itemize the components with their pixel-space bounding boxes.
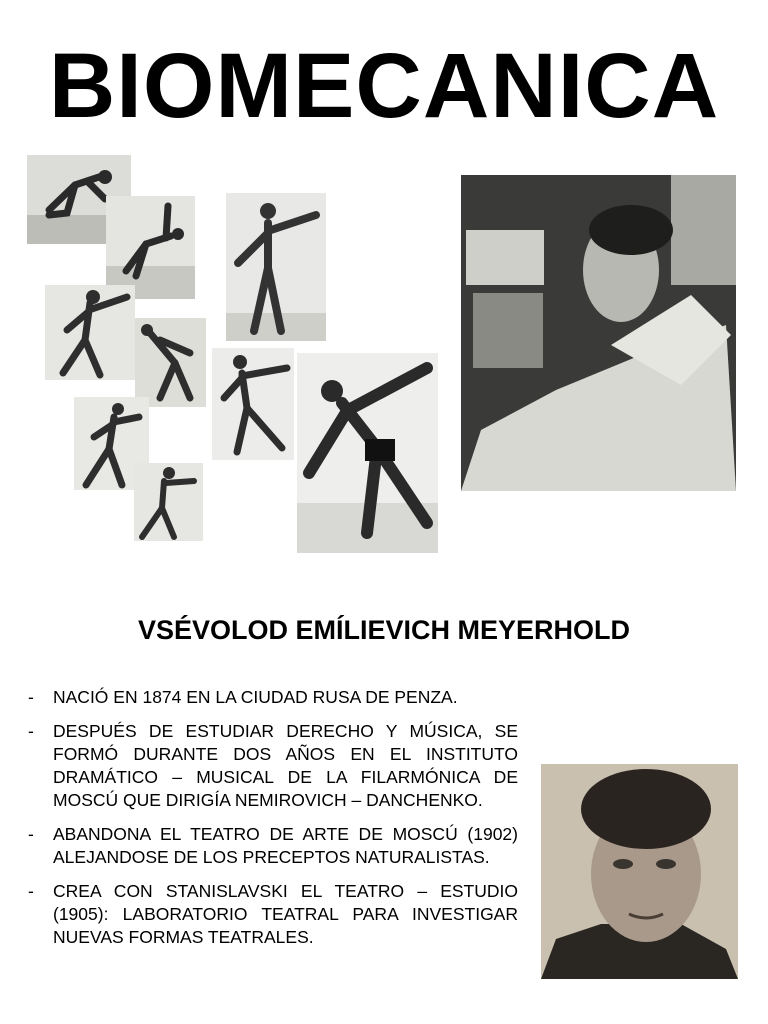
- meyerhold-portrait-photo: [541, 764, 738, 979]
- subtitle: VSÉVOLOD EMÍLIEVICH MEYERHOLD: [137, 615, 631, 645]
- bullet-list: [28, 686, 518, 960]
- exercise-photo-4: [45, 285, 135, 380]
- bullet-dash: -: [28, 881, 34, 901]
- bullet-dash: -: [28, 721, 34, 741]
- list-item: [28, 686, 518, 709]
- bullet-dash: -: [28, 824, 34, 844]
- list-item: [28, 720, 518, 812]
- list-item: [28, 823, 518, 869]
- exercise-photo-2: [106, 196, 195, 299]
- exercise-photo-3: [226, 193, 326, 341]
- exercise-photo-9: [297, 353, 438, 553]
- list-item: [28, 880, 518, 949]
- bullet-text: NACIÓ EN 1874 EN LA CIUDAD RUSA DE PENZA.: [53, 687, 458, 707]
- exercise-photo-8: [134, 463, 203, 541]
- exercise-photo-6: [212, 348, 294, 460]
- bullet-text: ABANDONA EL TEATRO DE ARTE DE MOSCÚ (1902) ALEJANDOSE DE LOS PRECEPTOS NATURALISTAS.: [53, 824, 518, 867]
- meyerhold-costume-photo: [461, 175, 736, 491]
- exercise-photo-5: [135, 318, 206, 407]
- bullet-dash: -: [28, 687, 34, 707]
- bullet-text: CREA CON STANISLAVSKI EL TEATRO – ESTUDIO (1905): LABORATORIO TEATRAL PARA INVESTIGAR NUEVAS FORMAS TEATRALES.: [53, 881, 518, 947]
- page-title: BIOMECANICA: [48, 35, 720, 137]
- bullet-text: DESPUÉS DE ESTUDIAR DERECHO Y MÚSICA, SE FORMÓ DURANTE DOS AÑOS EN EL INSTITUTO DRAMÁTICO – MUSICAL DE LA FILARMÓNICA DE MOSCÚ QUE DIRIGÍA NEMIROVICH – DANCHENKO.: [53, 721, 518, 810]
